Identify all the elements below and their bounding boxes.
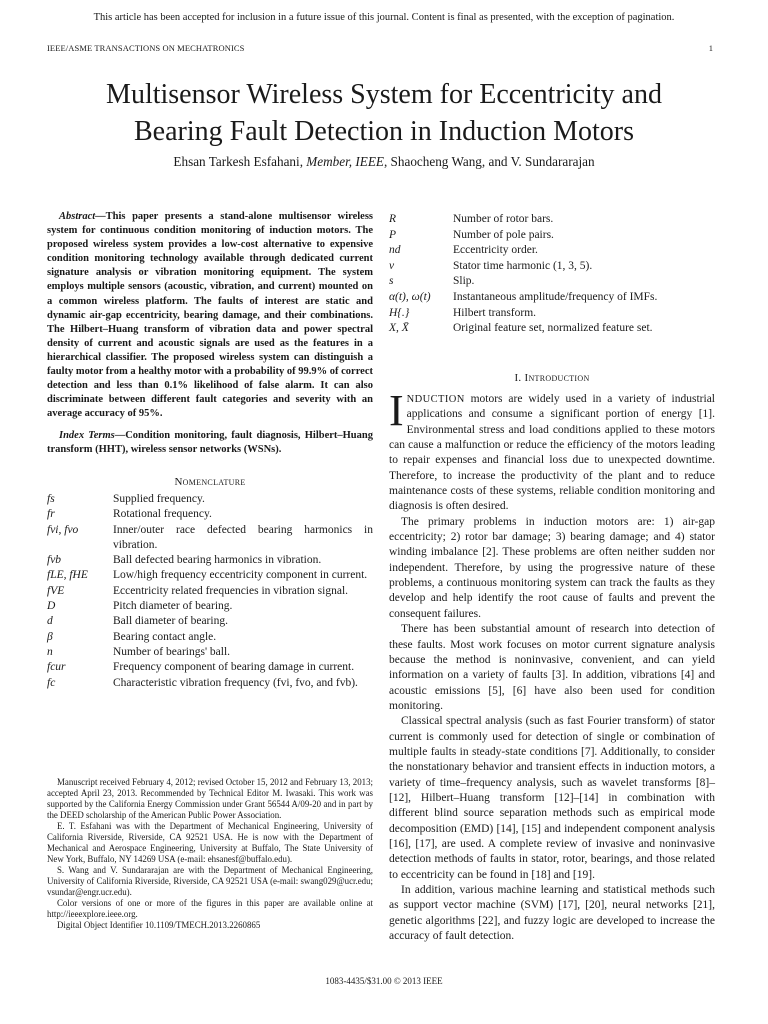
nomenclature-symbol: D <box>47 600 56 613</box>
nomenclature-desc: Bearing contact angle. <box>113 630 217 643</box>
nomenclature-symbol: H{.} <box>389 306 410 319</box>
intro-paragraph: The primary problems in induction motors are: 1) air-gap eccentricity; 2) rotor bar damage; 3) bearing damage; and 4) stator winding imbalance [2]. These problems are often neither sudden nor independent. Therefore, by using the progressive nature of these problems, a continuous monitoring system can track the faults as they develop and help identify the root cause of faults and prevent the consequent failures. <box>389 515 715 620</box>
nomenclature-desc: Hilbert transform. <box>453 306 537 319</box>
nomenclature-desc: Frequency component of bearing damage in current. <box>113 661 355 674</box>
nomenclature-symbol: nd <box>389 244 401 257</box>
nomenclature-symbol: α(t), ω(t) <box>389 290 431 303</box>
nomenclature-desc: Rotational frequency. <box>113 508 212 521</box>
nomenclature-item <box>389 228 715 244</box>
nomenclature-item <box>389 259 715 275</box>
index-terms <box>47 429 373 457</box>
section-number: I. <box>514 372 522 384</box>
first-page-footnotes <box>47 777 373 931</box>
nomenclature-desc: Slip. <box>453 275 475 288</box>
abstract-lead: Abstract <box>59 211 96 222</box>
nomenclature-heading: Nomenclature <box>174 476 246 488</box>
intro-paragraph <box>389 386 715 515</box>
nomenclature-item <box>389 243 715 259</box>
nomenclature-desc: Eccentricity related frequencies in vibration signal. <box>113 584 349 597</box>
title-line-1: Multisensor Wireless System for Eccentricity and <box>106 79 662 110</box>
abstract <box>47 210 373 421</box>
nomenclature-desc: Number of pole pairs. <box>453 228 554 241</box>
nomenclature-desc: Inner/outer race defected bearing harmonics in vibration. <box>113 523 373 551</box>
author-primary: Ehsan Tarkesh Esfahani, <box>173 154 303 169</box>
nomenclature-item <box>389 212 715 228</box>
nomenclature-item <box>389 321 715 337</box>
author-list <box>30 154 738 170</box>
paper-title <box>30 76 738 150</box>
nomenclature-symbol: X, X̄ <box>389 322 409 335</box>
intro-first-word: NDUCTION <box>406 394 465 405</box>
index-terms-lead: Index Terms <box>59 430 115 441</box>
nomenclature-symbol: fr <box>47 508 55 521</box>
nomenclature-list-continued <box>389 212 715 337</box>
nomenclature-symbol: fLE, fHE <box>47 569 88 582</box>
nomenclature-item <box>389 274 715 290</box>
nomenclature-desc: Pitch diameter of bearing. <box>113 600 233 613</box>
nomenclature-list <box>47 492 373 691</box>
nomenclature-symbol: fvb <box>47 554 62 567</box>
nomenclature-desc: Instantaneous amplitude/frequency of IMFs. <box>453 290 658 303</box>
nomenclature-item <box>47 630 373 645</box>
nomenclature-item <box>47 507 373 522</box>
intro-paragraph: In addition, various machine learning and statistical methods such as support vector machine (SVM) [17], [20], neural networks [21], genetic algorithms [22], and fuzzy logic are developed to increase the accuracy of fault detection. <box>389 884 715 943</box>
author-membership: Member, IEEE <box>306 154 384 169</box>
copyright-footer: 1083-4435/$31.00 © 2013 IEEE <box>325 976 443 986</box>
nomenclature-desc: Supplied frequency. <box>113 493 205 505</box>
nomenclature-desc: Ball defected bearing harmonics in vibration. <box>113 554 322 567</box>
footnote-manuscript: Manuscript received February 4, 2012; revised October 15, 2012 and February 13, 2013; accepted April 23, 2013. Recommended by Technical Editor M. Iwasaki. This work was supported by the California Energy Commission under Grant 56544 A/09-20 and in part by the DEED scholarship of the American Public Power Association. <box>47 777 373 820</box>
nomenclature-desc: Original feature set, normalized feature set. <box>453 322 653 335</box>
nomenclature-symbol: n <box>47 645 53 658</box>
nomenclature-desc: Ball diameter of bearing. <box>113 615 228 628</box>
nomenclature-item <box>47 568 373 583</box>
nomenclature-item <box>47 676 373 691</box>
page-number: 1 <box>708 43 713 53</box>
nomenclature-item <box>47 614 373 629</box>
title-line-2: Bearing Fault Detection in Induction Motors <box>133 116 635 147</box>
author-others: , Shaocheng Wang, and V. Sundararajan <box>383 154 595 169</box>
nomenclature-symbol: R <box>389 213 397 225</box>
footnote-affiliation-2: S. Wang and V. Sundararajan are with the Department of Mechanical Engineering, University of California Riverside, Riverside, CA 92521 USA (e-mail: swang029@ucr.edu; vsundar@engr.ucr.edu). <box>47 865 373 897</box>
nomenclature-item <box>389 290 715 306</box>
intro-paragraph: Classical spectral analysis (such as fast Fourier transform) of stator current is commonly used for detection of single or combination of multiple faults in steady-state conditions [7]. Additionally, to consider the nonstationary behavior and transient effects in induction motors, a variety of time–frequency analysis, such as wavelet transforms [8]–[12], Hilbert–Huang transform [12]–[14] in combination with different blind source separation methods such as empirical mode decomposition (EMD) [14], [15] and independent component analysis [16], [17], are used. A complete review of invasive and noninvasive detection methods of faults in stator, rotor, bearings, and those related to eccentricity can be found in [18] and [19]. <box>389 715 715 881</box>
nomenclature-symbol: fcur <box>47 661 66 674</box>
nomenclature-desc: Stator time harmonic (1, 3, 5). <box>453 259 593 272</box>
journal-running-head: IEEE/ASME TRANSACTIONS ON MECHATRONICS <box>47 43 245 53</box>
section-title: Introduction <box>524 372 590 384</box>
nomenclature-symbol: P <box>389 228 397 241</box>
nomenclature-symbol: ν <box>389 259 395 272</box>
nomenclature-symbol: s <box>389 275 394 288</box>
intro-paragraph-text: motors are widely used in a variety of industrial applications and consume a significant portion of energy [1]. Environmental stress and load conditions applied to these motors can cause a malfunction or reduce the efficiency of the motors leading to repair expenses and financial loss due to unexpected downtime. Therefore, to increase the productivity of the plant and to reduce maintenance costs of these systems, reliable condition monitoring and diagnosis is often desired. <box>389 393 715 513</box>
nomenclature-symbol: β <box>47 630 53 643</box>
nomenclature-desc: Number of rotor bars. <box>453 213 554 225</box>
nomenclature-item <box>47 645 373 660</box>
index-terms-text: —Condition monitoring, fault diagnosis, Hilbert–Huang transform (HHT), wireless sensor networks (WSNs). <box>47 430 373 456</box>
nomenclature-symbol: fVE <box>47 584 65 597</box>
footnote-color-versions: Color versions of one or more of the figures in this paper are available online at http://ieeexplore.ieee.org. <box>47 898 373 919</box>
nomenclature-symbol: fs <box>47 493 55 505</box>
nomenclature-item <box>47 584 373 599</box>
introduction-body <box>389 386 715 944</box>
nomenclature-desc: Low/high frequency eccentricity component in current. <box>113 569 368 582</box>
footnote-doi: Digital Object Identifier 10.1109/TMECH.2013.2260865 <box>57 920 261 930</box>
drop-cap: I <box>389 386 404 435</box>
abstract-text: —This paper presents a stand-alone multisensor wireless system for continuous condition monitoring of induction motors. The proposed wireless system provides a low-cost alternative to expensive condition monitoring technology available through dedicated current signature analysis or vibration monitoring equipment. The system employs multiple sensors (acoustic, vibration, and current) mounted on a common wireless platform. The faults of interest are static and dynamic air-gap eccentricity, bearing damage, and their combinations. The Hilbert–Huang transform of vibration data and power spectral density of current and acoustic signals are used as the features in a hierarchical classifier. The proposed wireless system can distinguish a faulty motor from a healthy motor with a probability of 99.9% of correct detection and less than 0.1% likelihood of false alarm. It can also discriminate between different fault categories and severity with an average accuracy of 95%. <box>47 211 373 420</box>
intro-paragraph: There has been substantial amount of research into detection of these faults. Most work focuses on motor current signature analysis because the method is noninvasive, convenient, and can yield information on a variety of faults [3]. In addition, vibrations [4] and acoustic emissions [5], [6] have also been used for condition monitoring. <box>389 623 715 712</box>
footnote-affiliation-1: E. T. Esfahani was with the Department of Mechanical Engineering, University of California Riverside, Riverside, CA 92521 USA. He is now with the Department of Mechanical and Aerospace Engineering, University at Buffalo, The State University of New York, Buffalo, NY 14269 USA (e-mail: ehsanesf@buffalo.edu). <box>47 821 373 864</box>
nomenclature-symbol: fvi, fvo <box>47 523 79 536</box>
nomenclature-item <box>47 492 373 507</box>
nomenclature-item <box>47 553 373 568</box>
nomenclature-desc: Eccentricity order. <box>453 244 538 257</box>
section-heading-introduction <box>389 372 715 384</box>
nomenclature-item <box>389 306 715 322</box>
nomenclature-desc: Characteristic vibration frequency (fvi, fvo, and fvb). <box>113 676 358 689</box>
nomenclature-item <box>47 523 373 554</box>
nomenclature-desc: Number of bearings' ball. <box>113 645 231 658</box>
nomenclature-item <box>47 660 373 675</box>
acceptance-notice: This article has been accepted for inclusion in a future issue of this journal. Content is final as presented, with the exception of pagination. <box>93 12 675 23</box>
nomenclature-symbol: d <box>47 615 53 628</box>
nomenclature-symbol: fc <box>47 676 56 689</box>
nomenclature-item <box>47 599 373 614</box>
